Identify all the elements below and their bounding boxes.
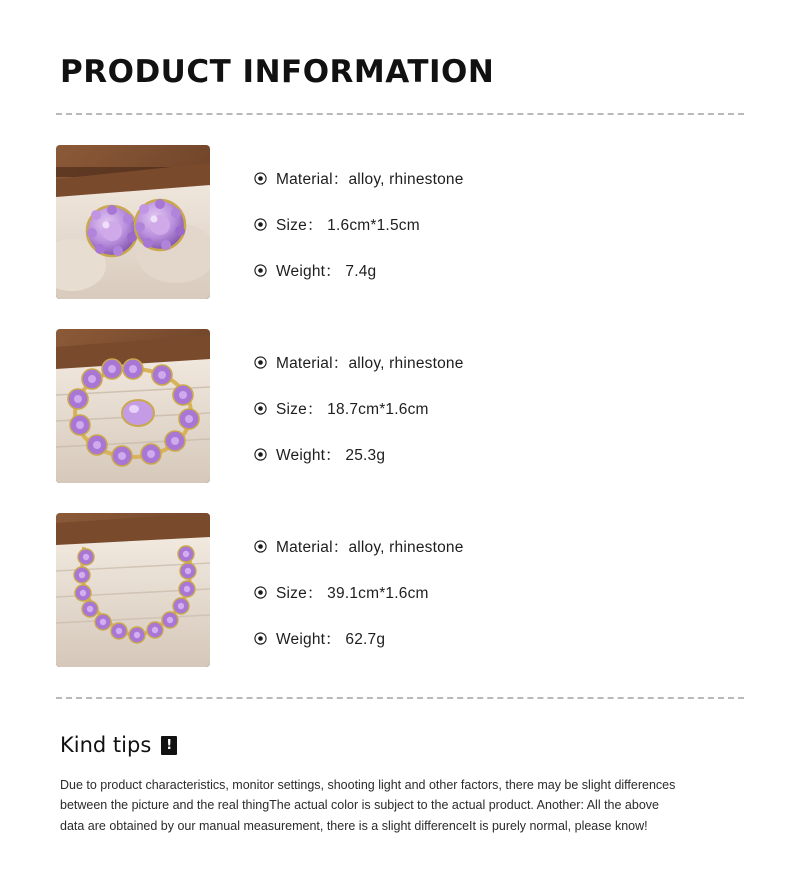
spec-label: Material： — [276, 355, 349, 373]
list-item — [56, 513, 744, 667]
kind-tips-body — [56, 775, 680, 836]
spec-value: 1.6cm*1.5cm — [327, 217, 420, 235]
divider-top — [56, 113, 744, 115]
spec-value: 7.4g — [345, 263, 377, 281]
spec-weight — [254, 443, 464, 465]
spec-value: 25.3g — [345, 447, 386, 465]
bullet-target-icon — [254, 218, 267, 231]
list-item — [56, 145, 744, 299]
kind-tips-text: Due to product characteristics, monitor settings, shooting light and other factors, there may be slight differences between the picture and the real thingThe actual color is subject to the actual product. Another: All the above data are obtained by our manual measurement, there is a slight differenceIt is purely normal, please know! — [60, 778, 676, 833]
spec-label: Material： — [276, 539, 349, 557]
exclamation-badge-icon: ! — [161, 736, 177, 755]
spec-material — [254, 167, 464, 189]
spec-material — [254, 351, 464, 373]
spec-weight — [254, 259, 464, 281]
spec-value: alloy, rhinestone — [348, 171, 464, 189]
bullet-target-icon — [254, 540, 267, 553]
bullet-target-icon — [254, 448, 267, 461]
bullet-target-icon — [254, 402, 267, 415]
spec-size — [254, 213, 464, 235]
spec-list — [254, 145, 464, 281]
bullet-target-icon — [254, 356, 267, 369]
necklace-photo — [56, 513, 210, 667]
bracelet-photo — [56, 329, 210, 483]
kind-tips-section — [56, 733, 744, 836]
spec-label: Weight： — [276, 263, 346, 281]
spec-value: 39.1cm*1.6cm — [327, 585, 429, 603]
spec-label: Weight： — [276, 631, 346, 649]
bullet-target-icon — [254, 264, 267, 277]
list-item — [56, 329, 744, 483]
divider-bottom — [56, 697, 744, 699]
spec-label: Size： — [276, 401, 328, 419]
spec-weight — [254, 627, 464, 649]
spec-label: Size： — [276, 585, 328, 603]
spec-value: 18.7cm*1.6cm — [327, 401, 429, 419]
spec-material — [254, 535, 464, 557]
spec-value: 62.7g — [345, 631, 386, 649]
product-list — [56, 145, 744, 667]
spec-list — [254, 513, 464, 649]
kind-tips-label: Kind tips — [60, 733, 152, 758]
earrings-photo — [56, 145, 210, 299]
spec-label: Weight： — [276, 447, 346, 465]
spec-size — [254, 581, 464, 603]
bullet-target-icon — [254, 632, 267, 645]
bullet-target-icon — [254, 586, 267, 599]
kind-tips-heading — [56, 733, 744, 757]
spec-list — [254, 329, 464, 465]
spec-value: alloy, rhinestone — [348, 539, 464, 557]
page-title: PRODUCT INFORMATION — [60, 54, 495, 90]
spec-label: Material： — [276, 171, 349, 189]
bullet-target-icon — [254, 172, 267, 185]
spec-size — [254, 397, 464, 419]
spec-value: alloy, rhinestone — [348, 355, 464, 373]
spec-label: Size： — [276, 217, 328, 235]
